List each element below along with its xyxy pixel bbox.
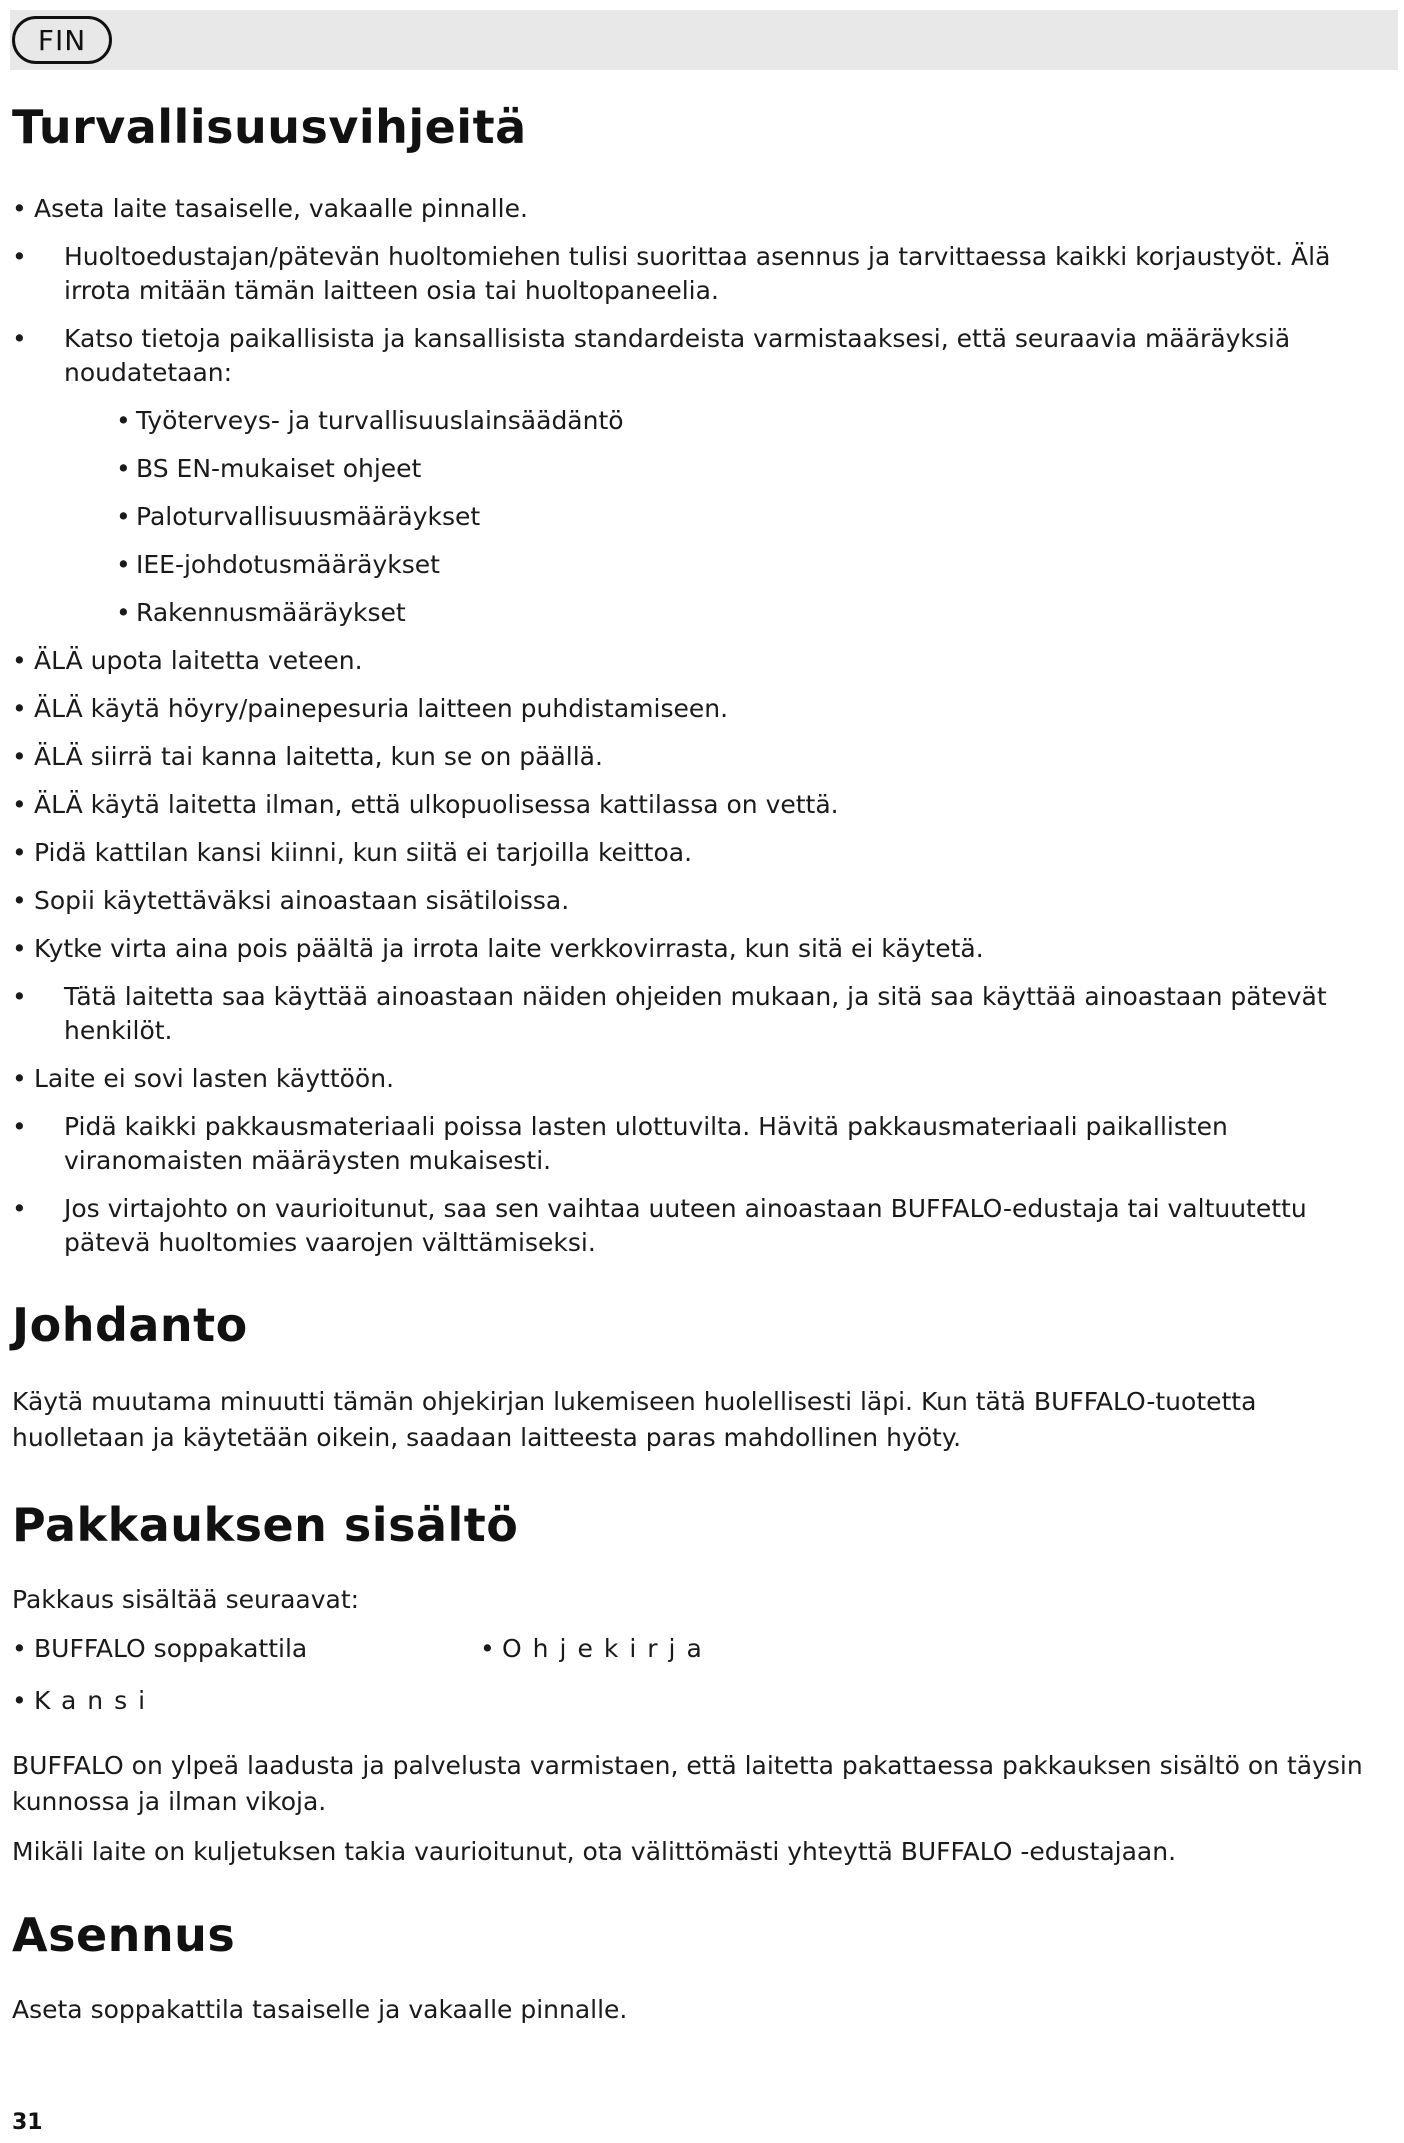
regulations-sublist xyxy=(116,404,1392,630)
package-item-manual: • Ohjekirja xyxy=(480,1632,713,1666)
install-section xyxy=(12,1908,1392,2028)
safety-item: • ÄLÄ käytä laitetta ilman, että ulkopuolisessa kattilassa on vettä. xyxy=(12,788,1392,822)
package-lead: Pakkaus sisältää seuraavat: xyxy=(12,1585,360,1614)
safety-item: • Huoltoedustajan/pätevän huoltomiehen tulisi suorittaa asennus ja tarvittaessa kaikki korjaustyöt. Älä irrota mitään tämän laitteen osia tai huoltopaneelia. xyxy=(12,240,1392,308)
quality-paragraph: BUFFALO on ylpeä laadusta ja palvelusta varmistaen, että laitetta pakattaessa pakkauksen sisältö on täysin kunnossa ja ilman vikoja. xyxy=(12,1751,1363,1816)
page-number: 31 xyxy=(12,2110,43,2135)
safety-item: • Laite ei sovi lasten käyttöön. xyxy=(12,1062,1392,1096)
safety-item: • ÄLÄ käytä höyry/painepesuria laitteen puhdistamiseen. xyxy=(12,692,1392,726)
intro-heading: Johdanto xyxy=(12,1298,248,1352)
package-heading: Pakkauksen sisältö xyxy=(12,1498,519,1552)
regulation-item: • Työterveys- ja turvallisuuslainsäädäntö xyxy=(116,404,1392,438)
regulation-item: • Paloturvallisuusmääräykset xyxy=(116,500,1392,534)
regulation-item: • BS EN-mukaiset ohjeet xyxy=(116,452,1392,486)
safety-item: • ÄLÄ upota laitetta veteen. xyxy=(12,644,1392,678)
regulation-item: • Rakennusmääräykset xyxy=(116,596,1392,630)
safety-item: • Katso tietoja paikallisista ja kansallisista standardeista varmistaaksesi, että seuraavia määräyksiä noudatetaan: xyxy=(12,322,1392,390)
install-paragraph: Aseta soppakattila tasaiselle ja vakaalle pinnalle. xyxy=(12,1995,628,2024)
safety-item: • Sopii käytettäväksi ainoastaan sisätiloissa. xyxy=(12,884,1392,918)
install-heading: Asennus xyxy=(12,1908,236,1962)
safety-item: • Jos virtajohto on vaurioitunut, saa sen vaihtaa uuteen ainoastaan BUFFALO-edustaja tai valtuutettu pätevä huoltomies vaarojen välttämiseksi. xyxy=(12,1192,1392,1260)
package-section xyxy=(12,1498,1392,1870)
safety-item: • ÄLÄ siirrä tai kanna laitetta, kun se on päällä. xyxy=(12,740,1392,774)
safety-section xyxy=(12,100,1392,1260)
safety-heading: Turvallisuusvihjeitä xyxy=(12,100,527,154)
safety-item: • Kytke virta aina pois päältä ja irrota laite verkkovirrasta, kun sitä ei käytetä. xyxy=(12,932,1392,966)
regulation-item: • IEE-johdotusmääräykset xyxy=(116,548,1392,582)
safety-item: • Pidä kaikki pakkausmateriaali poissa lasten ulottuvilta. Hävitä pakkausmateriaali paikallisten viranomaisten määräysten mukaisesti. xyxy=(12,1110,1392,1178)
safety-item: • Aseta laite tasaiselle, vakaalle pinnalle. xyxy=(12,192,1392,226)
package-contents-list xyxy=(12,1632,1392,1736)
header-bar xyxy=(10,10,1398,70)
intro-section xyxy=(12,1298,1392,1456)
package-item-soup-kettle: • BUFFALO soppakattila xyxy=(12,1632,307,1666)
intro-paragraph: Käytä muutama minuutti tämän ohjekirjan lukemiseen huolellisesti läpi. Kun tätä BUFFALO-tuotetta huolletaan ja käytetään oikein, saadaan laitteesta paras mahdollinen hyöty. xyxy=(12,1387,1257,1452)
damage-paragraph: Mikäli laite on kuljetuksen takia vaurioitunut, ota välittömästi yhteyttä BUFFALO -edustajaan. xyxy=(12,1837,1177,1866)
safety-item: • Tätä laitetta saa käyttää ainoastaan näiden ohjeiden mukaan, ja sitä saa käyttää ainoastaan pätevät henkilöt. xyxy=(12,980,1392,1048)
package-item-lid: • Kansi xyxy=(12,1684,156,1718)
safety-list-continued xyxy=(12,644,1392,1260)
language-badge: FIN xyxy=(12,16,112,64)
safety-list xyxy=(12,192,1392,390)
safety-item: • Pidä kattilan kansi kiinni, kun siitä ei tarjoilla keittoa. xyxy=(12,836,1392,870)
page-content xyxy=(12,100,1392,2042)
